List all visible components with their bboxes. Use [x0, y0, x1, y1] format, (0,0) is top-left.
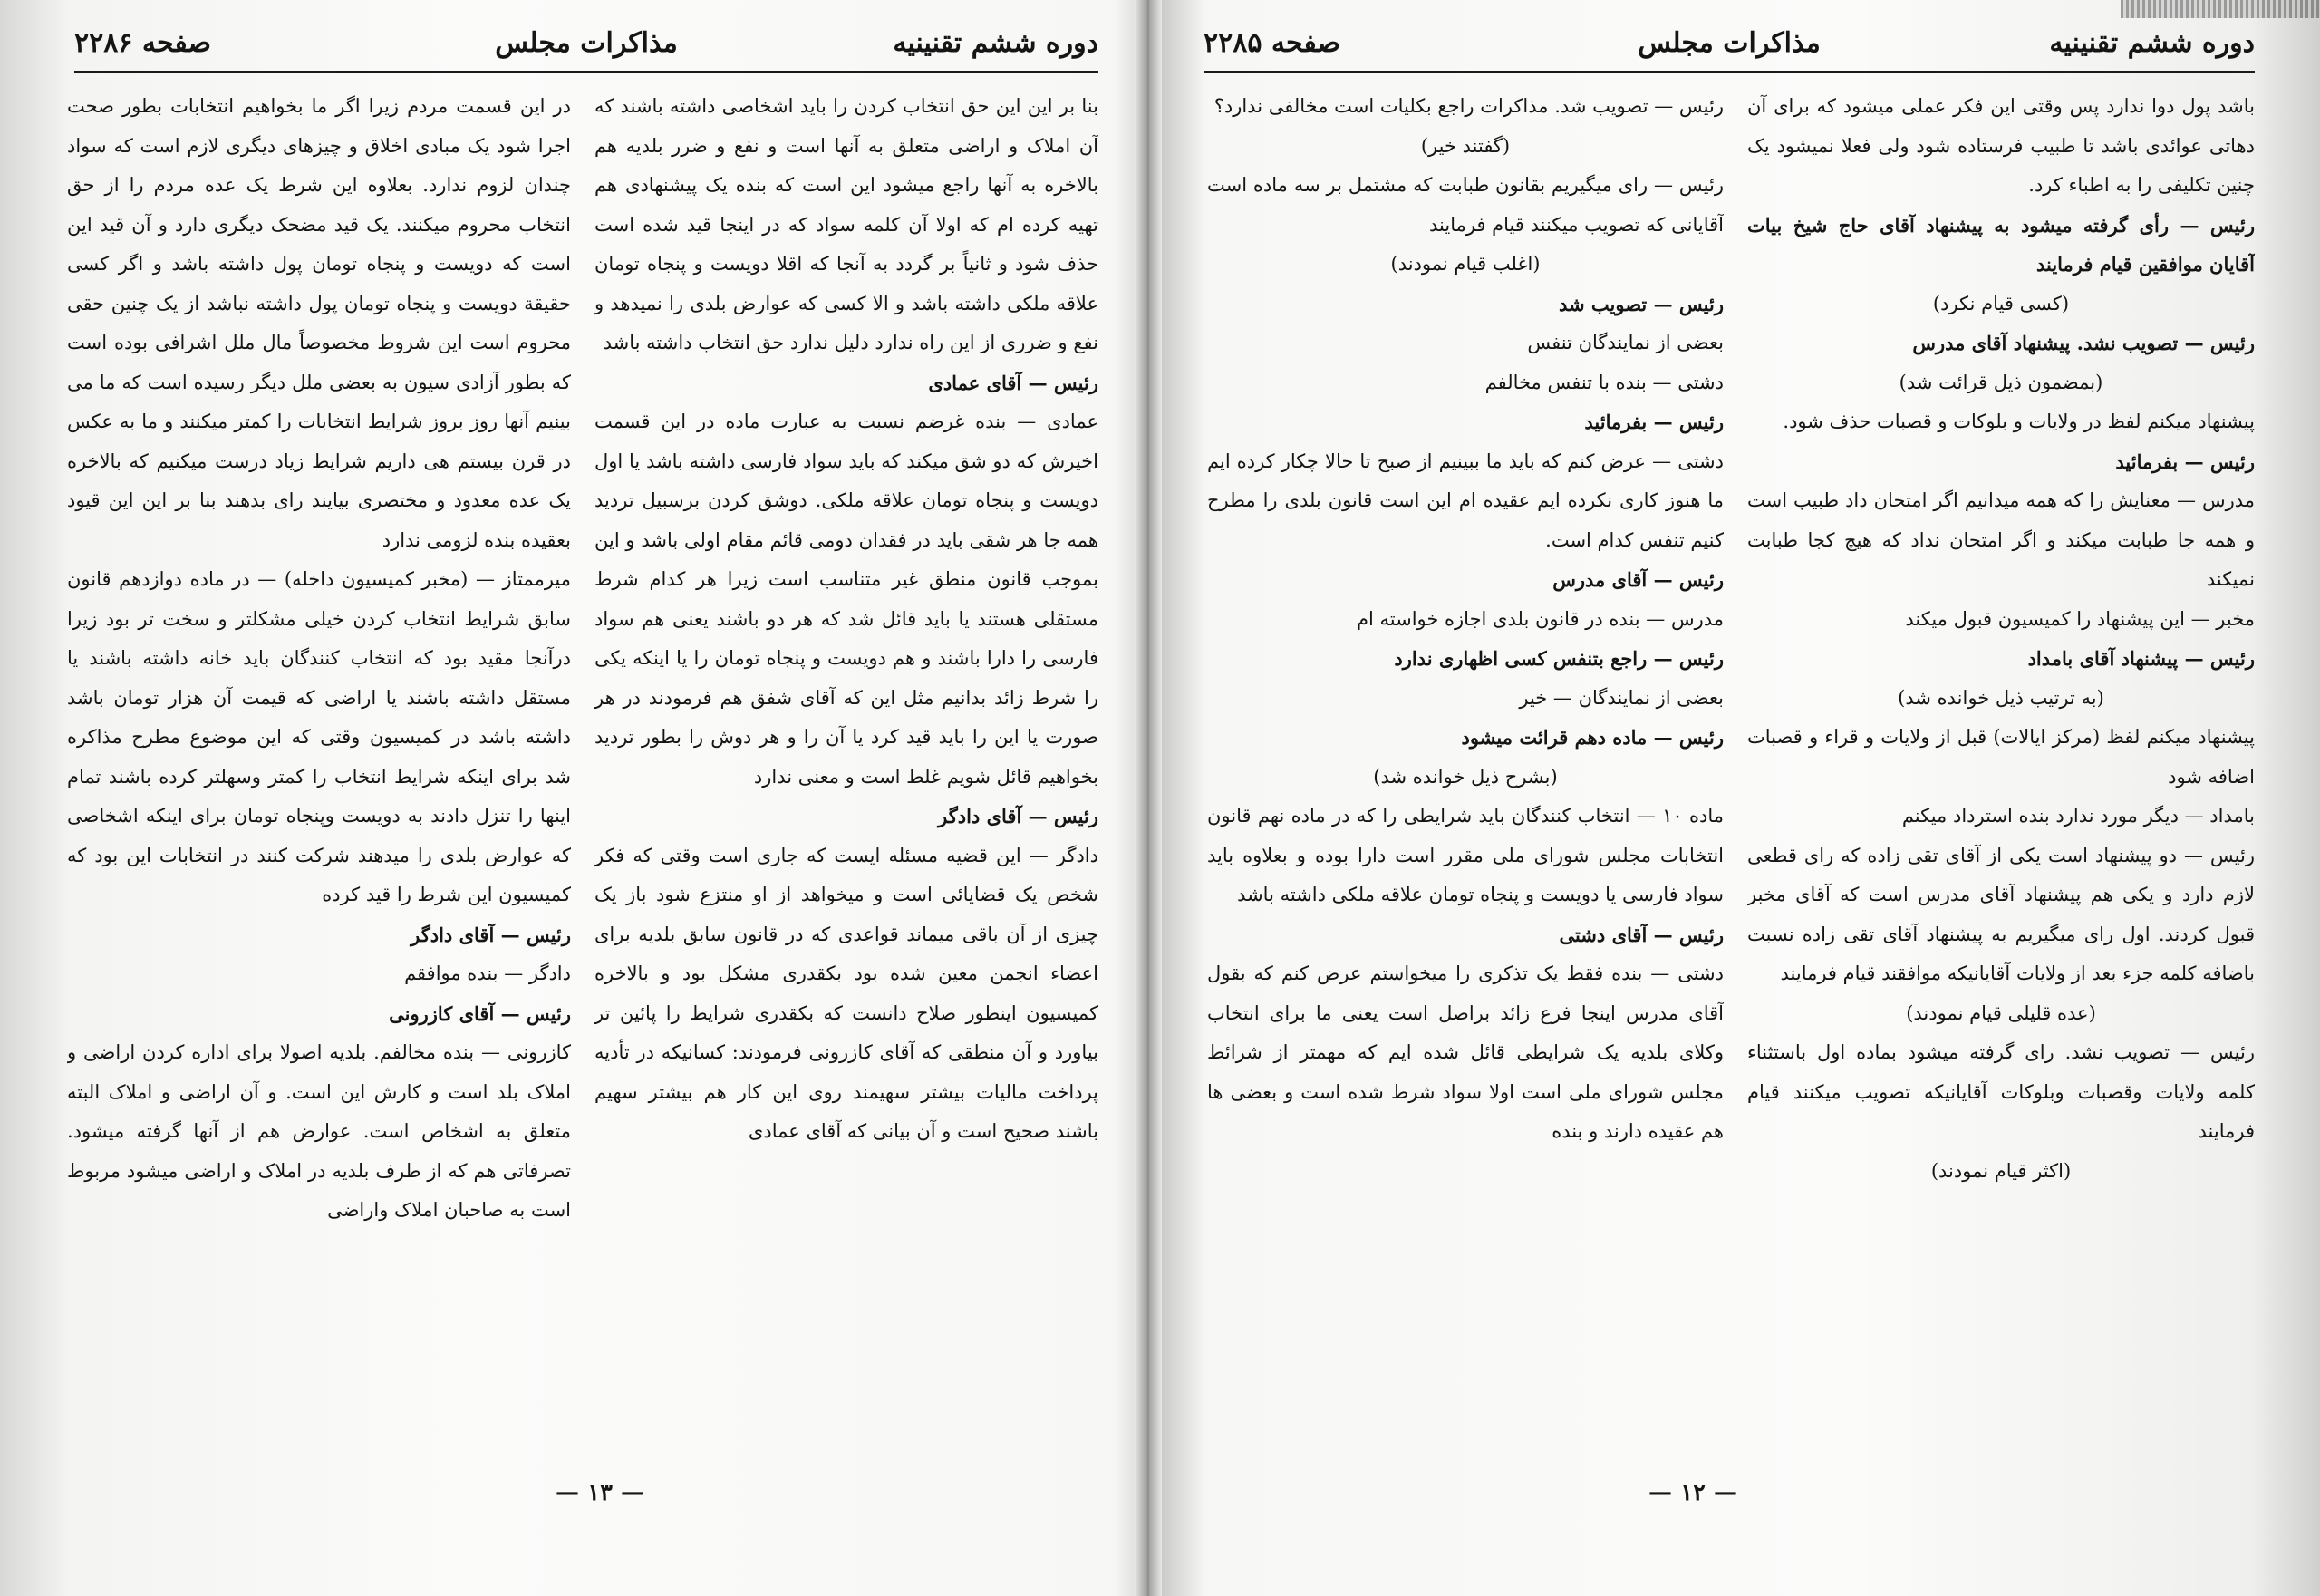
text-column-right — [1747, 87, 2255, 1510]
paragraph: رئیس — تصویب نشد. رای گرفته میشود بماده اول باستثناء کلمه ولایات وقصبات وبلوکات آقایانیکه تصویب میکنند قیام فرمایند — [1747, 1041, 2255, 1142]
paragraph: پیشنهاد میکنم لفظ در ولایات و بلوکات و قصبات حذف شود. — [1783, 411, 2255, 432]
paragraph: دشتی — عرض کنم که باید ما ببینیم از صبح تا حالا چکار کرده ایم ما هنوز کاری نکرده ایم عقیده ام این است قانون بلدی را مطرح کنیم تنفس کدام است. — [1207, 450, 1724, 551]
header-rule — [74, 71, 1098, 73]
procedural-note: (به ترتیب ذیل خوانده شد) — [1898, 686, 2104, 709]
paragraph: دشتی — بنده با تنفس مخالفم — [1484, 371, 1724, 393]
paragraph: بامداد — دیگر مورد ندارد بنده استرداد میکنم — [1901, 805, 2255, 827]
publication-title: مذاکرات مجلس — [1638, 27, 1821, 59]
procedural-note: (عده قلیلی قیام نمودند) — [1906, 1001, 2096, 1024]
speaker-line: رئیس — پیشنهاد آقای بامداد — [2027, 647, 2255, 670]
page-header — [74, 27, 1098, 63]
speaker-line: رئیس — آقای دشتی — [1559, 923, 1724, 946]
paragraph: دشتی — بنده فقط یک تذکری را میخواستم عرض کنم که بقول آقای مدرس اینجا فرع زائد براصل است یعنی ما برای انتخاب وکلای بلدیه یک شرایطی قائل شده ایم که مهمتر از شرائط مجلس شورای ملی است اولا سواد شرط شده است و بعضی ها هم عقیده دارند و بنده — [1207, 962, 1724, 1142]
procedural-note: (کسی قیام نکرد) — [1932, 292, 2070, 314]
speaker-line: رئیس — آقای دادگر — [411, 923, 571, 946]
paragraph: پیشنهاد میکنم لفظ (مرکز ایالات) قبل از ولایات و قراء و قصبات اضافه شود — [1747, 726, 2255, 788]
paragraph: بعضی از نمایندگان — خیر — [1519, 686, 1724, 709]
speaker-line: رئیس — آقای کازرونی — [389, 1001, 571, 1025]
paragraph: مخبر — این پیشنهاد را کمیسیون قبول میکند — [1905, 607, 2255, 630]
scan-edge-artifact — [2121, 0, 2320, 18]
paragraph: بعضی از نمایندگان تنفس — [1527, 332, 1724, 353]
session-title: دوره ششم تقنینیه — [893, 27, 1098, 59]
paragraph: دادگر — بنده موافقم — [404, 962, 571, 984]
speaker-line: رئیس — ماده دهم قرائت میشود — [1461, 726, 1724, 749]
paragraph: میرممتاز — (مخبر کمیسیون داخله) — در ماده دوازدهم قانون سابق شرایط انتخاب کردن خیلی مشکلتر و سخت تر بود زیرا درآنجا مقید بود که انتخاب کنندگان باید خانه داشته باشند یا مستقل داشته باشند یا اراضی که قیمت آن هزار تومان باشد داشته باشد در کمیسیون وقتی که این موضوع مطرح مذاکره شد برای اینکه شرایط انتخاب را کمتر وسهلتر کرده باشند تمام اینها را تنزل دادند به دویست وپنجاه تومان برای اینکه اشخاصی که عوارض بلدی را میدهند شرکت کنند در انتخابات این بود که کمیسیون این شرط را قید کرده — [67, 568, 571, 905]
paragraph: رئیس — تصویب شد. مذاکرات راجع بکلیات است مخالفی ندارد؟ — [1213, 95, 1724, 117]
paragraph: رئیس — رای میگیریم بقانون طبابت که مشتمل بر سه ماده است آقایانی که تصویب میکنند قیام فرمایند — [1207, 174, 1724, 236]
paragraph: مدرس — بنده در قانون بلدی اجازه خواسته ام — [1356, 607, 1724, 630]
text-column-left — [67, 87, 571, 1510]
speaker-line: رئیس — راجع بتنفس کسی اظهاری ندارد — [1394, 647, 1724, 670]
page-number-label: صفحه ۲۲۸۶ — [74, 27, 211, 59]
book-gutter — [1135, 0, 1162, 1596]
procedural-note: (گفتند خیر) — [1420, 134, 1511, 157]
folio-number: — ۱۳ — — [555, 1479, 645, 1506]
page-header — [1204, 27, 2255, 63]
procedural-note: (بشرح ذیل خوانده شد) — [1373, 765, 1558, 788]
paragraph: ماده ۱۰ — انتخاب کنندگان باید شرایطی را که در ماده نهم قانون انتخابات مجلس شورای ملی مقرر است دارا بوده و بعلاوه باید سواد فارسی یا دویست و پنجاه تومان علاقه ملکی داشته باشد — [1207, 805, 1724, 905]
session-title: دوره ششم تقنینیه — [2049, 27, 2255, 59]
speaker-line: رئیس — بفرمائید — [2115, 450, 2255, 473]
paragraph: باشد پول دوا ندارد پس وقتی این فکر عملی میشود که برای آن دهاتی عوائدی باشد تا طبیب فرستاده شود ولی فعلا نمیشود یک چنین تکلیفی را به اطباء کرد. — [1747, 95, 2255, 196]
right-page — [1167, 0, 2282, 1596]
publication-title: مذاکرات مجلس — [495, 27, 678, 59]
paragraph: در این قسمت مردم زیرا اگر ما بخواهیم انتخابات بطور صحت اجرا شود یک مبادی اخلاق و چیزهای دیگری لازم است که سواد چندان لزوم ندارد. بعلاوه این شرط یک عده مردم را از حق انتخاب محروم میکنند. یک قید مضحک دیگری دارد و آن قید این است که دویست و پنجاه تومان پول داشته باشد و اگر کسی حقیقة دویست و پنجاه تومان پول داشته نباشد از یک چنین حقی محروم است این شروط مخصوصاً مال ملل اشرافی بوده است که بطور آزادی سیون به بعضی ملل دیگر رسیده است که ما می بینیم آنها روز بروز شرایط انتخابات را کمتر میکنند و ما به عکس در قرن بیستم هی داریم شرایط زیاد درست میکنیم که بالاخره یک عده معدود و مختصری بیایند رای بدهند بنا بر این این قیود بعقیده بنده لزومی ندارد — [67, 95, 571, 551]
paragraph: رئیس — دو پیشنهاد است یکی از آقای تقی زاده که رای قطعی لازم دارد و یکی هم پیشنهاد آقای مدرس است که آقای مخبر قبول کردند. اول رای میگیریم به پیشنهاد آقای تقی زاده نسبت باضافه کلمه جزء بعد از ولایات آقایانیکه موافقند قیام فرمایند — [1747, 844, 2255, 984]
speaker-line: رئیس — بفرمائید — [1584, 411, 1724, 433]
speaker-line: رئیس — تصویب نشد. پیشنهاد آقای مدرس — [1912, 332, 2255, 354]
text-column-right — [594, 87, 1098, 1510]
speaker-line: رئیس — تصویب شد — [1558, 292, 1724, 315]
paragraph: دادگر — این قضیه مسئله ایست که جاری است وقتی که فکر شخص یک قضایائی است و میخواهد از او منتزع شود باز یک چیزی از آن باقی میماند قواعدی که در قانون سابق بلدیه برای اعضاء انجمن معین شده بود بکقدری مشکل بود و بالاخره کمیسیون اینطور صلاح دانست که بکقدری شرایط را پائین تر بیاورد و آن منطقی که آقای کازرونی فرمودند: کسانیکه در تأدیه پرداخت مالیات بیشتر سهیمند روی این کار هم بیشتر سهیم باشند صحیح است و آن بیانی که آقای عمادی — [594, 844, 1098, 1142]
speaker-line: رئیس — آقای مدرس — [1552, 568, 1724, 591]
speaker-line: رئیس — رأی گرفته میشود به پیشنهاد آقای حاج شیخ بیات آقایان موافقین قیام فرمایند — [1747, 213, 2255, 276]
left-page — [38, 0, 1126, 1596]
paragraph: بنا بر این این حق انتخاب کردن را باید اشخاصی داشته باشند که آن املاک و اراضی متعلق به آنها است و نفع و ضرر بلدیه هم بالاخره به آنها راجع میشود این است که بنده یک پیشنهادی هم تهیه کرده ام که اولا آن کلمه سواد که در اینجا قید شده است حذف شود و ثانیاً بر گردد به آنجا که اقلا دویست و پنجاه تومان علاقه ملکی داشته باشد و الا کسی که عوارض بلدی را نمیدهد و نفع و ضرری از این راه ندارد دلیل ندارد حق انتخاب داشته باشد — [594, 95, 1098, 353]
paragraph: مدرس — معنایش را که همه میدانیم اگر امتحان داد طبیب است و همه جا طبابت میکند و اگر امتحان نداد که هیچ کجا طبابت نمیکند — [1747, 489, 2255, 590]
procedural-note: (بمضمون ذیل قرائت شد) — [1899, 371, 2103, 393]
paragraph: عمادی — بنده غرضم نسبت به عبارت ماده در این قسمت اخیرش که دو شق میکند که باید سواد فارسی داشته باشد یا اول دویست و پنجاه تومان علاقه ملکی. دوشق کردن برسبیل تردید همه جا هر شقی باید در فقدان دومی قائم مقام اولی باشد و این بموجب قانون منطق غیر متناسب است زیرا هر کدام شرط مستقلی هستند یا باید قائل شد که هر دو باشند یعنی هم سواد فارسی را دارا باشند و هم دویست و پنجاه تومان را یا اینکه یکی را شرط زائد بدانیم مثل این که آقای شفق هم فرمودند در هر صورت یا این را باید قید کرد یا آن را و هر دوش را بطور تردید بخواهیم قائل شویم غلط است و معنی ندارد — [594, 411, 1098, 788]
folio-number: — ۱۲ — — [1648, 1479, 1738, 1506]
page-number-label: صفحه ۲۲۸۵ — [1204, 27, 1340, 59]
procedural-note: (اکثر قیام نمودند) — [1930, 1159, 2072, 1182]
paragraph: کازرونی — بنده مخالفم. بلدیه اصولا برای اداره کردن اراضی و املاک بلد است و کارش این است. و آن اراضی و املاک البته متعلق به اشخاص است. عوارض هم از آنها گرفته میشود. تصرفاتی هم که از طرف بلدیه در املاک و اراضی میشود مربوط است به صاحبان املاک واراضی — [67, 1041, 571, 1221]
speaker-line: رئیس — آقای دادگر — [938, 805, 1098, 827]
procedural-note: (اغلب قیام نمودند) — [1390, 253, 1541, 275]
speaker-line: رئیس — آقای عمادی — [928, 371, 1098, 394]
text-column-left — [1207, 87, 1724, 1510]
header-rule — [1204, 71, 2255, 73]
